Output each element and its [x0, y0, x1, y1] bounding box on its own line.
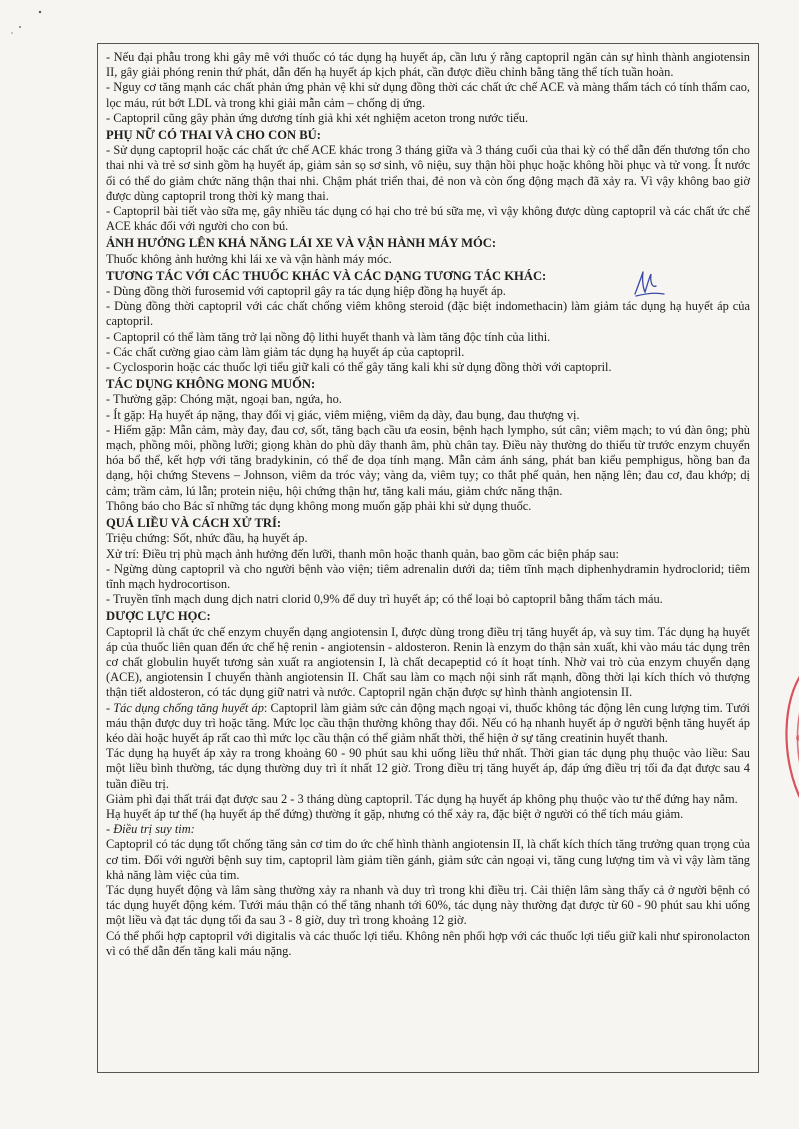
- paragraph: - Sử dụng captopril hoặc các chất ức chế ACE khác trong 3 tháng giữa và 3 tháng cuối của thai kỳ có thể dẫn đến thương tổn cho thai nhi và trẻ sơ sinh gồm hạ huyết áp, giảm sản sọ sơ sinh, vô niệu, suy thận hồi phục hoặc không hồi phục và tử vong. Ít nước ối có thể do giảm chức năng thận thai nhi. Chậm phát triển thai, đẻ non và còn ống động mạch đã xảy ra. Vì vậy không bao giờ được dùng captopril trong thời kỳ mang thai.: [106, 143, 750, 203]
- paragraph: Thuốc không ảnh hưởng khi lái xe và vận hành máy móc.: [106, 251, 392, 266]
- paragraph: Hạ huyết áp tư thế (hạ huyết áp thế đứng) thường ít gặp, nhưng có thể xảy ra, đặc biệt ở người có thể tích máu giảm.: [106, 806, 684, 821]
- paragraph: - Truyền tĩnh mạch dung dịch natri clorid 0,9% để duy trì huyết áp; có thể loại bỏ captopril bằng thẩm tách máu.: [106, 592, 663, 607]
- paragraph: - Nếu đại phẫu trong khi gây mê với thuốc có tác dụng hạ huyết áp, cần lưu ý rằng captopril ngăn cản sự hình thành angiotensin II, gây giải phóng renin thứ phát, dẫn đến hạ huyết áp kịch phát, cần được điều chỉnh bằng tăng thể tích tuần hoàn.: [106, 50, 750, 80]
- paragraph: Tác dụng huyết động và lâm sàng thường xảy ra nhanh và duy trì trong khi điều trị. Cải thiện lâm sàng thấy cả ở người bệnh có tác dụng huyết động kém. Tưới máu thận có thể tăng nhanh tới 60%, tác dụng này thường đạt được từ 60 - 90 phút sau khi uống một liều và đạt tác dụng tối đa sau 3 - 8 giờ, duy trì trong khoảng 12 giờ.: [106, 882, 750, 928]
- paragraph: - Captopril có thể làm tăng trở lại nồng độ lithi huyết thanh và làm tăng độc tính của lithi.: [106, 329, 551, 344]
- paragraph: - Captopril cũng gây phản ứng dương tính giả khi xét nghiệm aceton trong nước tiểu.: [106, 110, 529, 125]
- paragraph: - Ít gặp: Hạ huyết áp nặng, thay đổi vị giác, viêm miệng, viêm dạ dày, đau bụng, đau thượng vị.: [106, 407, 580, 422]
- paragraph: Có thể phối hợp captopril với digitalis và các thuốc lợi tiểu. Không nên phối hợp với các thuốc lợi tiểu giữ kali như spironolacton vì có thể dẫn đến tăng kali máu nặng.: [106, 928, 750, 958]
- section-heading-overdose: QUÁ LIỀU VÀ CÁCH XỬ TRÍ:: [106, 516, 282, 531]
- paragraph-text: : Captopril làm giảm sức cản động mạch ngoại vi, thuốc không tác động lên cung lượng tim. Tưới máu thận được duy trì hoặc tăng. Mức lọc cầu thận thường không thay đổi. Nếu có hạ nhanh huyết áp ở người bệnh tăng huyết áp kéo dài hoặc huyết áp rất cao thì mức lọc cầu thận có thể giảm nhất thời, thể hiện ở sự tăng creatinin huyết thanh.: [106, 700, 750, 745]
- corner-marks: [0, 0, 60, 40]
- italic-subheading: - Điều trị suy tim:: [106, 822, 195, 837]
- paragraph: Tác dụng hạ huyết áp xảy ra trong khoảng 60 - 90 phút sau khi uống liều thứ nhất. Thời gian tác dụng phụ thuộc vào liều: Sau một liều bình thường, tác dụng thường duy trì ít nhất 12 giờ. Trong điều trị tăng huyết áp, đáp ứng điều trị tối đa đạt được sau 4 tuần điều trị.: [106, 746, 750, 791]
- paragraph: - Dùng đồng thời captopril với các chất chống viêm không steroid (đặc biệt indomethacin) làm giảm tác dụng hạ huyết áp của captopril.: [106, 299, 750, 329]
- section-heading-interactions: TƯƠNG TÁC VỚI CÁC THUỐC KHÁC VÀ CÁC DẠNG TƯƠNG TÁC KHÁC:: [106, 268, 547, 283]
- paragraph: - Captopril bài tiết vào sữa mẹ, gây nhiều tác dụng có hại cho trẻ bú sữa mẹ, vì vậy không được dùng captopril và các chất ức chế ACE khác đối với người cho con bú.: [106, 204, 750, 234]
- paragraph: - Các chất cường giao cảm làm giảm tác dụng hạ huyết áp của captopril.: [106, 344, 465, 359]
- document-page: [97, 43, 759, 1073]
- section-heading-pregnancy: PHỤ NỮ CÓ THAI VÀ CHO CON BÚ:: [106, 128, 321, 143]
- section-heading-driving: ẢNH HƯỞNG LÊN KHẢ NĂNG LÁI XE VÀ VẬN HÀNH MÁY MÓC:: [106, 236, 497, 251]
- paragraph: - Nguy cơ tăng mạnh các chất phản ứng phản vệ khi sử dụng đồng thời các chất ức chế ACE và màng thẩm tách có tính thẩm cao, lọc máu, rút bớt LDL và trong khi giải mẫn cảm – chống dị ứng.: [106, 80, 750, 110]
- paragraph: - Dùng đồng thời furosemid với captopril gây ra tác dụng hiệp đồng hạ huyết áp.: [106, 284, 506, 299]
- paragraph: Captopril là chất ức chế enzym chuyển dạng angiotensin I, được dùng trong điều trị tăng huyết áp, và suy tim. Tác dụng hạ huyết áp của thuốc liên quan đến ức chế hệ renin - angiotensin - aldosteron. Renin là enzym do thận sản xuất, khi vào máu tác dụng trên cơ chất globulin huyết tương sản xuất ra angiotensin I, là chất decapeptid có ít hoạt tính. Nhờ vai trò của enzym chuyển dạng (ACE), angiotensin I chuyển thành angiotensin II. Chất sau làm co mạch nội sinh rất mạnh, đồng thời lại kích thích vỏ thượng thận tiết aldosteron, có tác dụng giữ natri và nước. Captopril ngăn chặn được sự hình thành angiotensin II.: [106, 624, 750, 700]
- section-heading-pharmacodynamics: DƯỢC LỰC HỌC:: [106, 609, 211, 624]
- italic-lead: - Tác dụng chống tăng huyết áp: [106, 700, 264, 715]
- paragraph: - Cyclosporin hoặc các thuốc lợi tiểu giữ kali có thể gây tăng kali khi sử dụng đồng thời với captopril.: [106, 360, 612, 375]
- paragraph: - Ngừng dùng captopril và cho người bệnh vào viện; tiêm adrenalin dưới da; tiêm tĩnh mạch diphenhydramin hydroclorid; tiêm tĩnh mạch hydrocortison.: [106, 561, 750, 591]
- paragraph: Captopril có tác dụng tốt chống tăng sản cơ tim do ức chế hình thành angiotensin II, là chất kích thích tăng trưởng quan trọng của cơ tim. Đối với người bệnh suy tim, captopril làm giảm tiền gánh, giảm sức cản ngoại vi, tăng cung lượng tim và vì vậy làm tăng khả năng làm việc của tim.: [106, 837, 750, 882]
- paragraph: - Thường gặp: Chóng mặt, ngoại ban, ngứa, ho.: [106, 392, 342, 407]
- paragraph: Giảm phì đại thất trái đạt được sau 2 - 3 tháng dùng captopril. Tác dụng hạ huyết áp không phụ thuộc vào tư thế đứng hay nằm.: [106, 791, 738, 806]
- stamp-fragment: [773, 668, 799, 808]
- paragraph: - Hiếm gặp: Mẫn cảm, mày đay, đau cơ, sốt, tăng bạch cầu ưa eosin, bệnh hạch lympho, sút cân; viêm mạch; to vú đàn ông; phù mạch, phồng môi, phồng lưỡi; giọng khàn do phù dây thanh âm, phù chân tay. Điều này thường do thiếu từ trước enzym chuyển hóa bổ thể, kết hợp với tăng bradykinin, có thể đe dọa tính mạng. Mẫn cảm ánh sáng, phát ban kiểu pemphigus, hồng ban đa dạng, hội chứng Stevens – Johnson, viêm da tróc vảy; vàng da, viêm tụy; co thắt phế quản, hen nặng lên; đau cơ, đau khớp; dị cảm; trầm cảm, lú lẫn; protein niệu, hội chứng thận hư, tăng kali máu, giảm chức năng thận.: [106, 422, 750, 498]
- signature: [632, 268, 666, 298]
- paragraph: Xử trí: Điều trị phù mạch ảnh hưởng đến lưỡi, thanh môn hoặc thanh quản, bao gồm các biện pháp sau:: [106, 546, 619, 561]
- paragraph: [106, 701, 750, 747]
- paragraph: Thông báo cho Bác sĩ những tác dụng không mong muốn gặp phải khi sử dụng thuốc.: [106, 498, 532, 513]
- section-heading-side-effects: TÁC DỤNG KHÔNG MONG MUỐN:: [106, 377, 316, 392]
- paragraph: Triệu chứng: Sốt, nhức đầu, hạ huyết áp.: [106, 531, 308, 546]
